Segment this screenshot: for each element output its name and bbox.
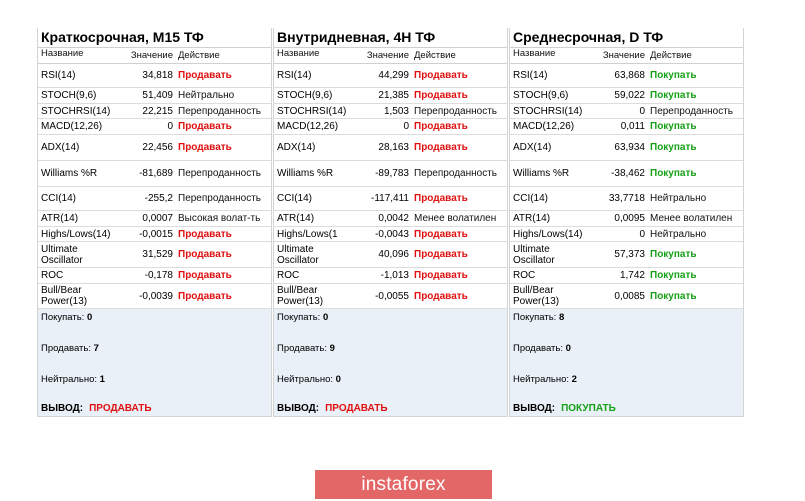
- indicator-value: -81,689: [139, 168, 173, 179]
- indicator-name: CCI(14): [41, 193, 77, 204]
- indicator-row: [38, 211, 271, 227]
- indicator-name: STOCHRSI(14): [41, 105, 111, 117]
- indicator-action: Высокая волат-ть: [178, 213, 261, 224]
- indicator-value: 0: [639, 105, 645, 117]
- indicator-action: Нейтрально: [650, 228, 707, 240]
- indicator-value: -1,013: [380, 270, 409, 281]
- indicator-name: STOCH(9,6): [41, 90, 97, 101]
- column-headers: [510, 48, 743, 64]
- instaforex-logo: instaforex: [315, 470, 492, 499]
- indicator-action: Продавать: [414, 121, 468, 132]
- indicator-name: ROC: [277, 270, 300, 281]
- verdict-label: ВЫВОД:: [277, 403, 320, 414]
- indicator-action: Перепроданность: [178, 168, 261, 179]
- indicator-row: [38, 88, 271, 104]
- indicator-row: [38, 119, 271, 135]
- summary-sell-label: Продавать:: [41, 343, 91, 354]
- indicator-value: -0,0055: [375, 290, 409, 302]
- indicator-value: 40,096: [378, 249, 409, 260]
- summary-box: [510, 309, 743, 417]
- indicator-row: [510, 104, 743, 119]
- indicator-value: 1,503: [383, 105, 409, 117]
- indicator-value: -38,462: [611, 168, 645, 179]
- indicator-row: [38, 104, 271, 119]
- indicator-name: STOCH(9,6): [513, 90, 569, 101]
- indicator-row: [510, 161, 743, 187]
- indicator-value: -255,2: [144, 193, 173, 204]
- indicator-row: [274, 211, 507, 227]
- indicator-name: RSI(14): [513, 70, 548, 81]
- indicator-name: RSI(14): [41, 70, 76, 81]
- indicator-action: Продавать: [414, 249, 468, 260]
- indicator-row: [274, 242, 507, 268]
- indicator-value: 1,742: [619, 270, 645, 281]
- indicator-row: [38, 187, 271, 211]
- indicator-row: [274, 119, 507, 135]
- header-value: Значение: [130, 50, 173, 61]
- indicator-action: Продавать: [178, 290, 232, 302]
- header-action: Действие: [414, 50, 456, 61]
- neutral-count: 0: [335, 374, 341, 385]
- sell-count: 9: [329, 343, 335, 354]
- indicator-name: STOCH(9,6): [277, 90, 333, 101]
- indicator-action: Продавать: [414, 193, 468, 204]
- header-value: Значение: [602, 50, 645, 61]
- summary-sell-label: Продавать:: [277, 343, 327, 354]
- indicator-name: MACD(12,26): [277, 121, 339, 132]
- verdict: [41, 403, 152, 414]
- indicator-value: 31,529: [142, 249, 173, 260]
- header-action: Действие: [178, 50, 220, 61]
- column-headers: [274, 48, 507, 64]
- indicator-value: -89,783: [375, 168, 409, 179]
- panel-title: Краткосрочная, М15 ТФ: [38, 28, 271, 48]
- summary-sell-line: [41, 343, 99, 354]
- summary-neutral-label: Нейтрально:: [513, 374, 570, 385]
- indicator-action: Покупать: [650, 142, 697, 153]
- indicator-value: 28,163: [378, 142, 409, 153]
- indicator-row: [510, 211, 743, 227]
- indicator-value: 44,299: [378, 70, 409, 81]
- indicator-value: 51,409: [142, 90, 173, 101]
- verdict-value: ПРОДАВАТЬ: [89, 403, 152, 414]
- indicator-row: [38, 161, 271, 187]
- indicator-action: Нейтрально: [650, 193, 707, 204]
- summary-buy-line: [513, 312, 564, 323]
- indicator-row: [274, 161, 507, 187]
- indicator-name: ATR(14): [513, 213, 551, 224]
- summary-buy-label: Покупать:: [41, 312, 85, 323]
- verdict-value: ПОКУПАТЬ: [561, 403, 616, 414]
- sell-count: 0: [565, 343, 571, 354]
- neutral-count: 1: [99, 374, 105, 385]
- indicator-name: CCI(14): [277, 193, 313, 204]
- indicator-value: 0: [403, 121, 409, 132]
- indicator-action: Продавать: [178, 249, 232, 260]
- indicator-name: Bull/Bear Power(13): [277, 285, 324, 307]
- header-action: Действие: [650, 50, 692, 61]
- indicator-value: 33,7718: [608, 193, 645, 204]
- indicator-value: 0: [167, 121, 173, 132]
- header-value: Значение: [366, 50, 409, 61]
- indicator-name: STOCHRSI(14): [513, 105, 583, 117]
- indicator-action: Покупать: [650, 70, 697, 81]
- verdict-label: ВЫВОД:: [41, 403, 84, 414]
- panel-short-term: [37, 28, 272, 417]
- indicator-row: [274, 64, 507, 88]
- indicator-panels: [37, 28, 744, 417]
- header-name: Название: [277, 48, 320, 59]
- buy-count: 0: [322, 312, 329, 323]
- panel-title: Внутридневная, 4Н ТФ: [274, 28, 507, 48]
- indicator-action: Продавать: [414, 90, 468, 101]
- indicator-value: -0,178: [144, 270, 173, 281]
- indicator-row: [38, 284, 271, 309]
- indicator-action: Перепроданность: [178, 105, 261, 117]
- indicator-action: Покупать: [650, 270, 697, 281]
- indicator-row: [510, 284, 743, 309]
- indicator-row: [274, 187, 507, 211]
- indicator-name: MACD(12,26): [41, 121, 103, 132]
- indicator-name: Ultimate Oscillator: [277, 243, 319, 266]
- indicator-name: Williams %R: [277, 168, 334, 179]
- indicator-name: Highs/Lows(14): [513, 228, 583, 240]
- indicator-name: ADX(14): [41, 142, 80, 153]
- indicator-name: Williams %R: [41, 168, 98, 179]
- indicator-action: Продавать: [414, 270, 468, 281]
- indicator-value: 0,0042: [378, 213, 409, 224]
- indicator-action: Покупать: [650, 168, 697, 179]
- indicator-name: Williams %R: [513, 168, 570, 179]
- indicator-row: [274, 135, 507, 161]
- indicator-value: 59,022: [614, 90, 645, 101]
- indicator-row: [38, 242, 271, 268]
- indicator-name: Highs/Lows(14): [41, 228, 111, 240]
- indicator-value: -0,0039: [139, 290, 173, 302]
- summary-buy-line: [41, 312, 92, 323]
- summary-neutral-label: Нейтрально:: [41, 374, 98, 385]
- indicator-value: 0,0095: [614, 213, 645, 224]
- indicator-value: -0,0043: [375, 228, 409, 240]
- summary-sell-line: [513, 343, 571, 354]
- indicator-action: Продавать: [178, 70, 232, 81]
- summary-box: [38, 309, 271, 417]
- indicator-action: Нейтрально: [178, 90, 235, 101]
- indicator-row: [510, 88, 743, 104]
- summary-buy-label: Покупать:: [513, 312, 557, 323]
- summary-box: [274, 309, 507, 417]
- indicator-name: CCI(14): [513, 193, 549, 204]
- summary-sell-label: Продавать:: [513, 343, 563, 354]
- neutral-count: 2: [571, 374, 577, 385]
- indicator-row: [274, 227, 507, 242]
- indicator-action: Менее волатилен: [414, 213, 497, 224]
- indicator-row: [274, 268, 507, 284]
- indicator-value: -117,411: [371, 193, 409, 204]
- indicator-action: Менее волатилен: [650, 213, 733, 224]
- column-headers: [38, 48, 271, 64]
- indicator-name: ADX(14): [513, 142, 552, 153]
- indicator-action: Продавать: [414, 290, 468, 302]
- indicator-action: Покупать: [650, 290, 697, 302]
- indicator-row: [510, 135, 743, 161]
- indicator-action: Продавать: [414, 228, 468, 240]
- buy-count: 0: [86, 312, 93, 323]
- indicator-row: [510, 268, 743, 284]
- summary-neutral-line: [41, 374, 105, 385]
- indicator-value: 34,818: [142, 70, 173, 81]
- indicator-value: 63,934: [614, 142, 645, 153]
- indicator-value: 22,456: [142, 142, 173, 153]
- indicator-value: 0,0007: [142, 213, 173, 224]
- indicator-row: [510, 119, 743, 135]
- indicator-action: Перепроданность: [650, 105, 733, 117]
- indicator-action: Перепроданность: [414, 168, 497, 179]
- panel-title: Среднесрочная, D ТФ: [510, 28, 743, 48]
- sell-count: 7: [93, 343, 99, 354]
- indicator-row: [274, 284, 507, 309]
- panel-medium-term: [509, 28, 744, 417]
- verdict-value: ПРОДАВАТЬ: [325, 403, 388, 414]
- header-name: Название: [513, 48, 556, 59]
- summary-neutral-line: [513, 374, 577, 385]
- indicator-action: Продавать: [178, 121, 232, 132]
- indicator-value: 0,011: [620, 121, 645, 132]
- indicator-value: 22,215: [142, 105, 173, 117]
- indicator-value: 57,373: [614, 249, 645, 260]
- indicator-action: Продавать: [178, 270, 232, 281]
- indicator-name: ROC: [513, 270, 536, 281]
- indicator-value: 0,0085: [614, 290, 645, 302]
- indicator-name: Highs/Lows(1: [277, 228, 338, 240]
- indicator-row: [510, 64, 743, 88]
- verdict-label: ВЫВОД:: [513, 403, 556, 414]
- indicator-action: Покупать: [650, 121, 697, 132]
- indicator-action: Перепроданность: [178, 193, 261, 204]
- indicator-action: Продавать: [414, 70, 468, 81]
- summary-neutral-line: [277, 374, 341, 385]
- summary-buy-label: Покупать:: [277, 312, 321, 323]
- indicator-row: [510, 227, 743, 242]
- indicator-action: Покупать: [650, 249, 697, 260]
- indicator-action: Продавать: [178, 228, 232, 240]
- indicator-action: Продавать: [178, 142, 232, 153]
- indicator-name: RSI(14): [277, 70, 312, 81]
- indicator-name: Bull/Bear Power(13): [41, 285, 88, 307]
- indicator-row: [38, 227, 271, 242]
- indicator-action: Продавать: [414, 142, 468, 153]
- indicator-value: 0: [639, 228, 645, 240]
- indicator-name: MACD(12,26): [513, 121, 575, 132]
- indicator-row: [274, 88, 507, 104]
- indicator-row: [38, 64, 271, 88]
- verdict: [513, 403, 616, 414]
- buy-count: 8: [558, 312, 565, 323]
- indicator-value: -0,0015: [139, 228, 173, 240]
- indicator-name: ROC: [41, 270, 64, 281]
- indicator-value: 21,385: [378, 90, 409, 101]
- indicator-row: [38, 135, 271, 161]
- header-name: Название: [41, 48, 84, 59]
- indicator-name: ATR(14): [41, 213, 79, 224]
- indicator-name: STOCHRSI(14): [277, 105, 347, 117]
- summary-sell-line: [277, 343, 335, 354]
- indicator-action: Перепроданность: [414, 105, 497, 117]
- indicator-row: [510, 187, 743, 211]
- indicator-row: [38, 268, 271, 284]
- summary-buy-line: [277, 312, 328, 323]
- indicator-name: Ultimate Oscillator: [513, 243, 555, 266]
- indicator-name: Bull/Bear Power(13): [513, 285, 560, 307]
- indicator-action: Покупать: [650, 90, 697, 101]
- summary-neutral-label: Нейтрально:: [277, 374, 334, 385]
- indicator-name: ADX(14): [277, 142, 316, 153]
- panel-intraday: [273, 28, 508, 417]
- indicator-name: ATR(14): [277, 213, 315, 224]
- verdict: [277, 403, 388, 414]
- indicator-row: [274, 104, 507, 119]
- indicator-value: 63,868: [614, 70, 645, 81]
- indicator-name: Ultimate Oscillator: [41, 243, 83, 266]
- indicator-row: [510, 242, 743, 268]
